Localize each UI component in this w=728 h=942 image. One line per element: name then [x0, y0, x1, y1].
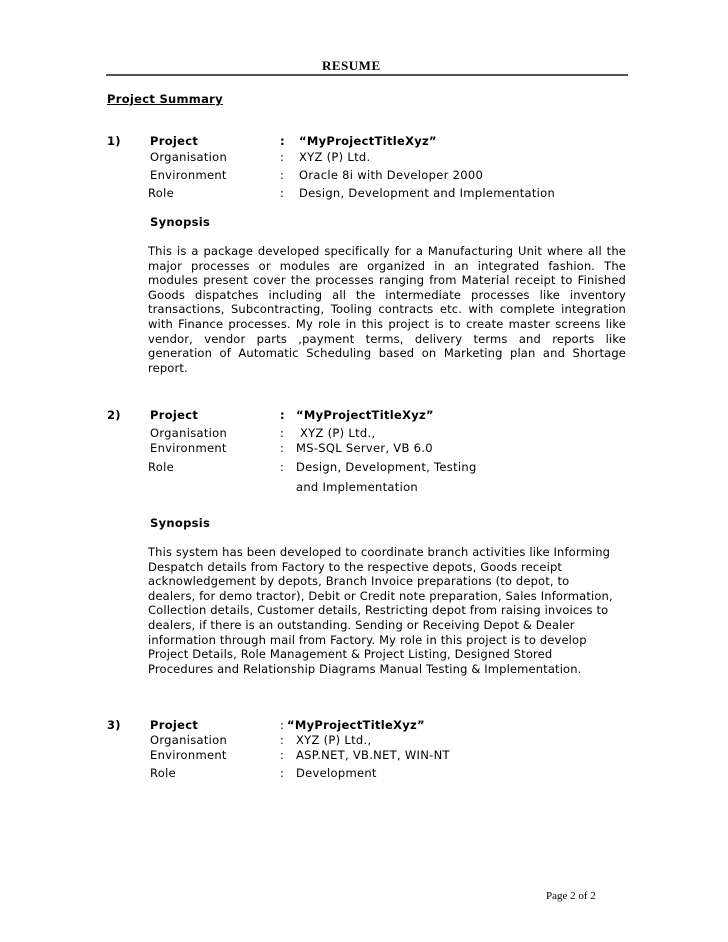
- colon: :: [280, 150, 285, 164]
- colon: :: [280, 168, 285, 182]
- role-label: Role: [148, 460, 174, 474]
- colon: :: [280, 718, 285, 732]
- synopsis-text: [148, 545, 626, 676]
- organisation-label: Organisation: [150, 733, 228, 747]
- role-value: Development: [296, 766, 377, 780]
- colon: :: [280, 733, 285, 747]
- synopsis-line: This system has been developed to coordinate branch activities like Informing: [148, 545, 611, 559]
- environment-value: Oracle 8i with Developer 2000: [299, 168, 484, 182]
- organisation-value: XYZ (P) Ltd.,: [300, 426, 376, 440]
- synopsis-line: dealers, for demo tractor), Debit or Credit note preparation, Sales Information,: [148, 588, 613, 603]
- synopsis-line: dealers, if there is an outstanding. Sending or Receiving Depot & Dealer: [148, 617, 575, 632]
- colon: :: [280, 186, 285, 200]
- project-label: Project: [150, 408, 199, 422]
- project-label: Project: [150, 134, 199, 148]
- environment-label: Environment: [150, 748, 227, 762]
- colon: :: [280, 426, 285, 440]
- resume-title: RESUME: [322, 58, 381, 73]
- colon: :: [280, 460, 285, 474]
- project-title: “MyProjectTitleXyz”: [299, 134, 437, 148]
- environment-label: Environment: [150, 168, 227, 182]
- synopsis-label: Synopsis: [150, 215, 211, 229]
- synopsis-text: This is a package developed specifically for a Manufacturing Unit where all the major processes or modules are organized in an integrated fashion. The modules present cover the processes ranging from Material receipt to Finished Goods dispatches including all the intermediate processes like inventory transactions, Subcontracting, Tooling contracts etc. with complete integration with Finance processes. My role in this project is to create master screens like vendor, vendor parts ,payment terms, delivery terms and reports like generation of Automatic Scheduling based on Marketing plan and Shortage report.: [148, 244, 626, 375]
- project-number: 1): [107, 134, 121, 148]
- colon: :: [280, 766, 285, 780]
- section-title: Project Summary: [107, 92, 223, 106]
- synopsis-line: Project Details, Role Management & Project Listing, Designed Stored: [148, 647, 553, 662]
- project-number: 2): [107, 408, 121, 422]
- colon: :: [280, 441, 285, 455]
- environment-label: Environment: [150, 441, 227, 455]
- role-value: Design, Development, Testing: [296, 460, 477, 474]
- environment-value: MS-SQL Server, VB 6.0: [296, 441, 433, 455]
- organisation-value: XYZ (P) Ltd.,: [296, 733, 372, 747]
- synopsis-line: Despatch details from Factory to the respective depots, Goods receipt: [148, 559, 563, 574]
- role-label: Role: [150, 766, 176, 780]
- synopsis-label: Synopsis: [150, 516, 211, 530]
- project-label: Project: [150, 718, 199, 732]
- synopsis-line: information through mail from Factory. My role in this project is to develop: [148, 632, 587, 647]
- synopsis-line: acknowledgement by depots, Branch Invoice preparations (to depot, to: [148, 574, 570, 589]
- project-title: “MyProjectTitleXyz”: [287, 718, 425, 732]
- environment-value: ASP.NET, VB.NET, WIN-NT: [296, 748, 450, 762]
- organisation-label: Organisation: [150, 150, 228, 164]
- header-rule: [106, 74, 628, 76]
- colon: :: [280, 408, 285, 422]
- organisation-label: Organisation: [150, 426, 228, 440]
- colon: :: [280, 134, 285, 148]
- role-value-continuation: and Implementation: [296, 480, 419, 494]
- role-value: Design, Development and Implementation: [299, 186, 556, 200]
- project-title: “MyProjectTitleXyz”: [296, 408, 434, 422]
- role-label: Role: [148, 186, 174, 200]
- colon: :: [280, 748, 285, 762]
- synopsis-line: Collection details, Customer details, Restricting depot from raising invoices to: [148, 603, 609, 618]
- synopsis-line: Procedures and Relationship Diagrams Manual Testing & Implementation.: [148, 661, 582, 676]
- organisation-value: XYZ (P) Ltd.: [299, 150, 371, 164]
- page-number: Page 2 of 2: [546, 890, 596, 902]
- project-number: 3): [107, 718, 121, 732]
